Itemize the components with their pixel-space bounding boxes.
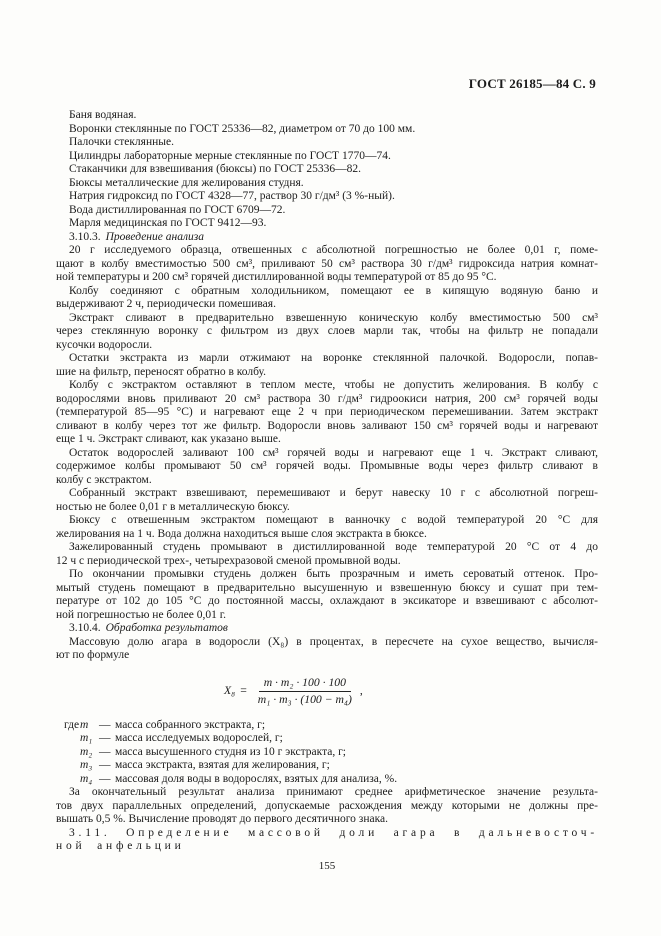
definition-dash: —	[99, 718, 111, 731]
definition-text: масса экстракта, взятая для желирования, г;	[115, 759, 330, 771]
apparatus-list-item: Баня водяная.	[69, 109, 137, 121]
definition-line	[56, 746, 598, 760]
subsection-number: 3.10.4.	[69, 622, 101, 634]
paragraph-line: вышать 0,5 %. Вычисление проводят до первого десятичного знака.	[56, 813, 388, 825]
definition-symbol: m₃	[80, 759, 93, 771]
paragraph-line: щают в колбу вместимостью 500 см³, приливают 50 см³ раствора 30 г/дм³ гидроксида натрия комнат-	[56, 257, 598, 270]
paragraph-line: шие на фильтр, переносят обратно в колбу.	[56, 365, 267, 378]
paragraph-line: Бюксу с отвешенным экстрактом помещают в ванночку с водой температурой 20 °С для	[69, 514, 598, 526]
subsection-title: Проведение анализа	[105, 230, 204, 243]
apparatus-list-item: Воронки стеклянные по ГОСТ 25336—82, диаметром от 70 до 100 мм.	[69, 122, 416, 135]
paragraph-line: Колбу с экстрактом оставляют в теплом месте, чтобы не допустить желирования. В колбу с	[69, 379, 598, 391]
definition-lead	[64, 732, 80, 746]
apparatus-list-item: Цилиндры лабораторные мерные стеклянные по ГОСТ 1770—74.	[69, 149, 391, 162]
paragraph-line: колбу с экстрактом.	[56, 473, 152, 486]
definition-dash: —	[99, 759, 111, 771]
paragraph-line: содержимое колбы промывают 50 см³ горячей воды. Промывные воды через фильтр сливают в	[56, 460, 598, 472]
apparatus-list-item: Марля медицинская по ГОСТ 9412—93.	[69, 217, 267, 229]
paragraph-line: водорослями вновь приливают 20 см³ раствора 30 г/дм³ гидроокиси натрия, 200 см³ горячей воды	[56, 392, 598, 405]
paragraph-line: (температурой 85—95 °С) и нагревают еще 2 ч при периодическом перемешивании. Затем экстракт	[56, 406, 598, 418]
formula-fraction	[253, 676, 357, 707]
definition-text: масса собранного экстракта, г;	[115, 718, 266, 731]
formula-numerator: m · m₂ · 100 · 100	[259, 676, 351, 692]
apparatus-list-item: Вода дистиллированная по ГОСТ 6709—72.	[69, 203, 286, 216]
paragraph-line: кусочки водоросли.	[56, 338, 153, 351]
paragraph-line: еще 1 ч. Экстракт сливают, как указано выше.	[56, 433, 281, 445]
definition-lead	[64, 746, 80, 760]
apparatus-list-item: Бюксы металлические для желирования студня.	[69, 176, 304, 189]
definition-dash: —	[99, 745, 111, 758]
formula-denominator: m₁ · m₃ · (100 − m₄)	[257, 692, 352, 706]
definition-line	[56, 773, 598, 787]
apparatus-list-item: Палочки стеклянные.	[69, 136, 174, 148]
document-body	[56, 109, 598, 854]
paragraph-line: 20 г исследуемого образца, отвешенных с абсолютной погрешностью не более 0,01 г, поме-	[69, 244, 598, 256]
definition-lead: где	[64, 718, 80, 731]
definition-symbol: m₄	[80, 772, 93, 785]
paragraph-line: Остаток водорослей заливают 100 см³ горячей воды и нагревают еще 1 ч. Экстракт сливают,	[69, 446, 598, 459]
apparatus-list-item: Натрия гидроксид по ГОСТ 4328—77, раствор 30 г/дм³ (3 %-ный).	[69, 190, 395, 202]
definition-symbol: m	[80, 718, 89, 731]
section-heading-spaced: ной анфельции	[56, 840, 185, 852]
definition-dash: —	[99, 772, 111, 785]
definition-line	[56, 719, 598, 733]
formula-equals: =	[240, 684, 247, 698]
section-heading-spaced: 3.11. Определение массовой доли агара в дальневосточ-	[69, 826, 598, 839]
paragraph-line: желирования на 1 ч. Вода должна находиться выше слоя экстракта в бюксе.	[56, 527, 427, 540]
definition-lead	[64, 773, 80, 787]
definition-symbol: m₂	[80, 745, 93, 758]
definition-lead	[64, 759, 80, 773]
paragraph-line: Массовую долю агара в водоросли (X₈) в процентах, в пересчете на сухое вещество, вычисля-	[69, 635, 598, 648]
paragraph-line: Колбу соединяют с обратным холодильником, помещают ее в кипящую водяную баню и	[69, 284, 598, 297]
paragraph-line: выдерживают 2 ч, периодически помешивая.	[56, 298, 276, 310]
definition-text: масса исследуемых водорослей, г;	[115, 732, 283, 744]
subsection-heading	[56, 231, 598, 245]
definition-dash: —	[99, 732, 111, 744]
page-number: 155	[318, 859, 336, 872]
paragraph-line: ют по формуле	[56, 649, 130, 661]
paragraph-line: Экстракт сливают в предварительно взвешенную коническую колбу вместимостью 500 см³	[69, 311, 598, 324]
paragraph-line: через стеклянную воронку с фильтром из двух слоев марли так, чтобы на фильтр не попадали	[56, 325, 598, 337]
paragraph-line: Зажелированный студень промывают в дистиллированной воде температурой 20 °С от 4 до	[69, 541, 598, 553]
apparatus-list-item: Стаканчики для взвешивания (бюксы) по ГОСТ 25336—82.	[69, 163, 361, 175]
agar-mass-fraction-formula	[224, 673, 598, 710]
paragraph-line: Остатки экстракта из марли отжимают на воронке стеклянной палочкой. Водоросли, попав-	[69, 352, 598, 364]
subsection-title: Обработка результатов	[105, 622, 228, 634]
paragraph-line: За окончательный результат анализа принимают среднее арифметическое значение результа-	[69, 786, 598, 798]
paragraph-line: пературе от 102 до 105 °С до постоянной массы, охлаждают в эксикаторе и взвешивают с абсолют-	[56, 595, 598, 607]
definition-text: массовая доля воды в водорослях, взятых для анализа, %.	[115, 772, 398, 785]
paragraph-line: ной погрешностью не более 0,01 г.	[56, 608, 226, 621]
definition-symbol: m₁	[80, 732, 93, 744]
definition-line	[56, 732, 598, 746]
page-header-gost-number: ГОСТ 26185—84 С. 9	[468, 76, 596, 91]
paragraph-line: Собранный экстракт взвешивают, перемешивают и берут навеску 10 г с абсолютной погреш-	[69, 487, 598, 499]
paragraph-line: ной температуры и 200 см³ горячей дистиллированной воды температурой от 85 до 95 °С.	[56, 271, 497, 283]
page-content	[56, 76, 598, 872]
paragraph-line: сливают в колбу через тот же фильтр. Водоросли вновь заливают 150 см³ горячей воды и нагревают	[56, 419, 598, 432]
subsection-number: 3.10.3.	[69, 230, 101, 243]
paragraph-line: ностью не более 0,01 г в металлическую бюксу.	[56, 500, 290, 513]
paragraph-line: По окончании промывки студень должен быть прозрачным и иметь сероватый оттенок. Про-	[69, 568, 598, 580]
paragraph-line: тов двух параллельных определений, допускаемые расхождения между которыми не должны пре-	[56, 799, 598, 812]
subsection-heading	[56, 622, 598, 636]
paragraph-line: 12 ч с периодической трех-, четырехразовой сменой промывной воды.	[56, 554, 401, 567]
formula-comma: ,	[359, 684, 363, 698]
formula-lhs: X₈	[224, 684, 236, 698]
definition-line	[56, 759, 598, 773]
paragraph-line: мытый студень помещают в предварительно высушенную и взвешенную бюксу и сушат при тем-	[56, 581, 598, 594]
definition-text: масса высушенного студня из 10 г экстракта, г;	[115, 745, 347, 758]
